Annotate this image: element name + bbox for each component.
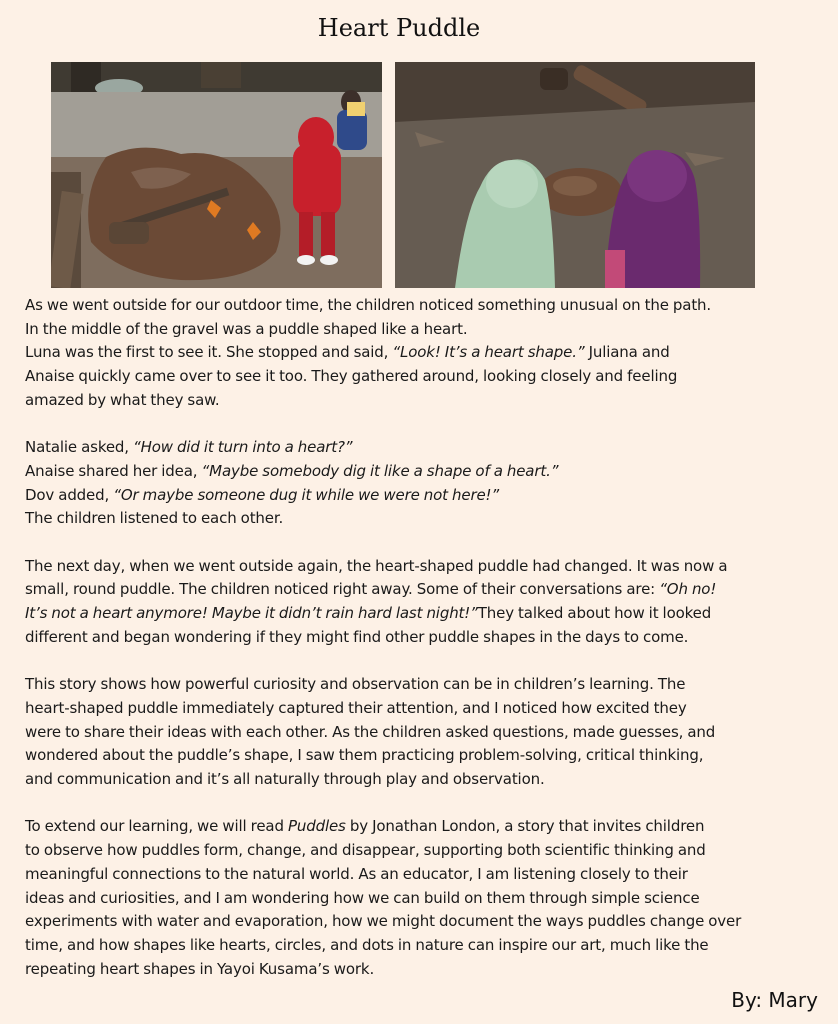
- paragraph-1: [25, 294, 815, 413]
- story-line: Juliana and: [584, 343, 670, 362]
- story-line: small, round puddle. The children noticed right away. Some of their conversations are:: [25, 580, 660, 599]
- story-line: heart-shaped puddle immediately captured their attention, and I noticed how excited they: [25, 698, 687, 717]
- story-line: ideas and curiosities, and I am wondering how we can build on them through simple science: [25, 888, 700, 907]
- story-line: repeating heart shapes in Yayoi Kusama’s work.: [25, 959, 375, 978]
- children-observing-puddle-photo: [395, 62, 755, 288]
- quote: “Or maybe someone dug it while we were not here!”: [113, 485, 500, 504]
- story-line: As we went outside for our outdoor time, the children noticed something unusual on the path.: [25, 296, 712, 314]
- story-line: by Jonathan London, a story that invites children: [345, 817, 705, 836]
- quote: “Look! It’s a heart shape.”: [392, 343, 585, 362]
- story-text: [25, 294, 815, 981]
- quote: “Maybe somebody dig it like a shape of a heart.”: [201, 461, 559, 480]
- puddle-scene-image-right: [395, 62, 755, 288]
- story-line: In the middle of the gravel was a puddle shaped like a heart.: [25, 319, 468, 338]
- puddle-scene-image-left: [51, 62, 382, 288]
- story-line: amazed by what they saw.: [25, 390, 220, 409]
- story-line: Luna was the first to see it. She stopped and said,: [25, 343, 393, 362]
- quote: “Oh no!: [659, 580, 717, 599]
- story-line: The next day, when we went outside again, the heart-shaped puddle had changed. It was now a: [25, 556, 728, 575]
- story-line: wondered about the puddle’s shape, I saw them practicing problem-solving, critical thinking,: [25, 746, 704, 765]
- story-line: Natalie asked,: [25, 438, 134, 457]
- story-line: To extend our learning, we will read: [25, 817, 288, 836]
- paragraph-4: [25, 673, 815, 792]
- quote: “How did it turn into a heart?”: [133, 438, 353, 457]
- story-line: Anaise shared her idea,: [25, 461, 202, 480]
- story-line: time, and how shapes like hearts, circles, and dots in nature can inspire our art, much like the: [25, 935, 709, 954]
- story-line: The children listened to each other.: [25, 509, 284, 528]
- paragraph-2: [25, 436, 815, 531]
- children-at-puddle-photo: [51, 62, 382, 288]
- story-line: This story shows how powerful curiosity and observation can be in children’s learning. The: [25, 675, 686, 694]
- quote: It’s not a heart anymore! Maybe it didn’t rain hard last night!”: [25, 604, 478, 623]
- story-line: Anaise quickly came over to see it too. They gathered around, looking closely and feeling: [25, 367, 678, 386]
- story-line: They talked about how it looked: [477, 604, 712, 623]
- book-title: Puddles: [287, 817, 346, 836]
- author-signature: By: Mary: [731, 988, 818, 1012]
- story-line: to observe how puddles form, change, and disappear, supporting both scientific thinking and: [25, 841, 706, 860]
- story-line: Dov added,: [25, 485, 114, 504]
- story-line: experiments with water and evaporation, how we might document the ways puddles change over: [25, 912, 742, 931]
- paragraph-5: [25, 815, 815, 981]
- story-line: meaningful connections to the natural world. As an educator, I am listening closely to their: [25, 864, 688, 883]
- paragraph-3: [25, 555, 815, 650]
- story-line: and communication and it’s all naturally through play and observation.: [25, 770, 545, 789]
- page-title: Heart Puddle: [317, 14, 481, 42]
- story-line: were to share their ideas with each other. As the children asked questions, made guesses, and: [25, 722, 716, 741]
- story-line: different and began wondering if they might find other puddle shapes in the days to come.: [25, 627, 689, 646]
